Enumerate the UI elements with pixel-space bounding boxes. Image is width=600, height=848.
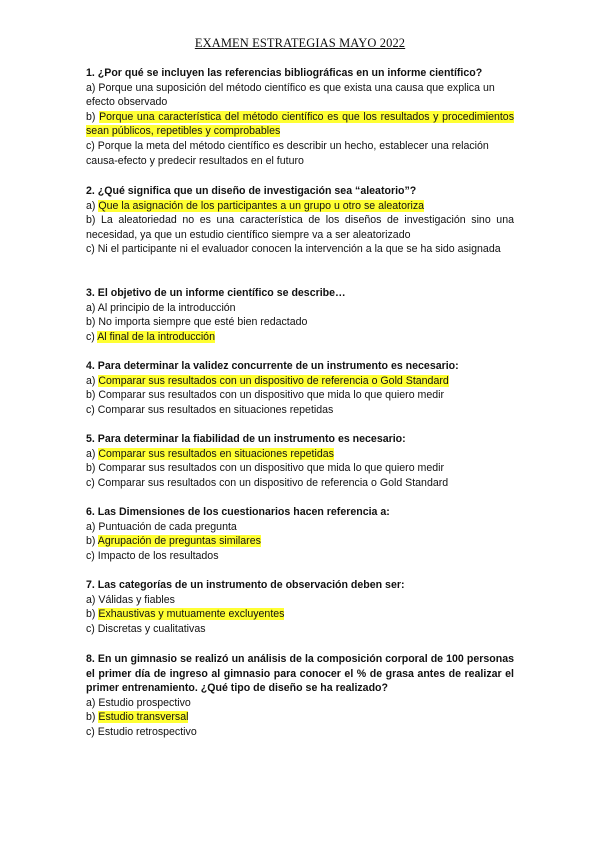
option-text: Impacto de los resultados: [97, 549, 219, 562]
option-letter: b): [86, 110, 100, 123]
option-text: Al principio de la introducción: [97, 301, 236, 314]
question-text: 3. El objetivo de un informe científico se describe…: [86, 287, 346, 299]
option-letter: a): [86, 447, 99, 460]
option-letter: c): [86, 476, 98, 489]
option-letter: a): [86, 593, 99, 606]
option-c: [86, 476, 514, 491]
highlighted-answer: Comparar sus resultados con un dispositivo de referencia o Gold Standard: [98, 374, 449, 387]
option-letter: b): [86, 214, 102, 227]
option-text: Estudio retrospectivo: [97, 725, 197, 738]
question-text: 1. ¿Por qué se incluyen las referencias bibliográficas en un informe científico?: [86, 67, 483, 79]
exam-title: EXAMEN ESTRATEGIAS MAYO 2022: [194, 36, 406, 50]
option-text: Comparar sus resultados con un dispositivo que mida lo que quiero medir: [98, 389, 445, 402]
option-b: [86, 461, 514, 476]
option-text: Estudio prospectivo: [98, 696, 191, 709]
option-letter: a): [86, 199, 99, 212]
option-text: Ni el participante ni el evaluador conocen la intervención a la que se ha sido asignada: [97, 243, 501, 256]
question-text: 7. Las categorías de un instrumento de observación deben ser:: [86, 579, 405, 591]
question-text: 4. Para determinar la validez concurrente de un instrumento es necesario:: [86, 360, 459, 372]
option-c: [86, 139, 514, 168]
option-letter: c): [86, 139, 98, 152]
option-a: [86, 301, 514, 316]
highlighted-answer: Exhaustivas y mutuamente excluyentes: [98, 608, 285, 621]
question-7: [86, 578, 514, 636]
option-a-correct: [86, 199, 514, 214]
highlighted-answer: Porque una característica del método científico es que los resultados y procedimientos sean públicos, repetibles y comprobables: [86, 110, 514, 138]
option-text: Puntuación de cada pregunta: [98, 520, 237, 533]
option-letter: b): [86, 608, 99, 621]
option-c: [86, 622, 514, 637]
option-letter: c): [86, 549, 98, 562]
highlighted-answer: Al final de la introducción: [97, 330, 215, 343]
option-letter: b): [86, 535, 98, 548]
highlighted-answer: Comparar sus resultados en situaciones repetidas: [98, 447, 334, 460]
question-6: [86, 505, 514, 563]
option-a: [86, 696, 514, 711]
option-a: [86, 81, 514, 110]
option-b: [86, 213, 514, 242]
option-letter: a): [86, 81, 99, 94]
question-8: [86, 652, 514, 740]
question-text: 8. En un gimnasio se realizó un análisis de la composición corporal de 100 personas el primer día de ingreso al gimnasio para conocer el % de grasa antes de realizar el primer entrenamiento. ¿Qué tipo de diseño se ha realizado?: [86, 653, 514, 695]
question-4: [86, 359, 514, 417]
highlighted-answer: Estudio transversal: [98, 711, 189, 724]
highlighted-answer: Agrupación de preguntas similares: [97, 535, 261, 548]
option-b: [86, 315, 514, 330]
option-letter: c): [86, 403, 98, 416]
option-letter: a): [86, 520, 99, 533]
question-text: 2. ¿Qué significa que un diseño de investigación sea “aleatorio”?: [86, 185, 417, 197]
option-b-correct: [86, 607, 514, 622]
option-b: [86, 388, 514, 403]
option-letter: a): [86, 696, 99, 709]
option-b-correct: [86, 534, 514, 549]
option-letter: b): [86, 316, 99, 329]
option-letter: a): [86, 301, 98, 314]
option-letter: c): [86, 330, 98, 343]
question-3: [86, 286, 514, 344]
option-letter: b): [86, 462, 99, 475]
option-c: [86, 725, 514, 740]
option-text: No importa siempre que esté bien redactado: [98, 316, 308, 329]
option-c: [86, 549, 514, 564]
option-letter: c): [86, 243, 98, 256]
option-text: Comparar sus resultados con un dispositivo que mida lo que quiero medir: [98, 462, 445, 475]
question-text: 5. Para determinar la fiabilidad de un instrumento es necesario:: [86, 433, 406, 445]
option-text: Porque una suposición del método científico es que exista una causa que explica un efecto observado: [86, 81, 495, 109]
option-text: Comparar sus resultados con un dispositivo de referencia o Gold Standard: [97, 476, 449, 489]
option-a: [86, 520, 514, 535]
option-text: Discretas y cualitativas: [97, 622, 206, 635]
option-text: Válidas y fiables: [98, 593, 175, 606]
question-text: 6. Las Dimensiones de los cuestionarios hacen referencia a:: [86, 506, 390, 518]
option-letter: a): [86, 374, 99, 387]
option-letter: c): [86, 725, 98, 738]
option-text: Comparar sus resultados en situaciones repetidas: [97, 403, 334, 416]
option-a-correct: [86, 374, 514, 389]
option-text: La aleatoriedad no es una característica de los diseños de investigación sino una necesidad, ya que un estudio científico siempre va a ser aleatorizado: [86, 214, 514, 241]
option-a: [86, 593, 514, 608]
option-text: Porque la meta del método científico es describir un hecho, establecer una relación causa-efecto y predecir resultados en el futuro: [86, 139, 489, 167]
question-1: [86, 66, 514, 168]
highlighted-answer: Que la asignación de los participantes a un grupo u otro se aleatoriza: [98, 199, 425, 212]
option-c-correct: [86, 330, 514, 345]
option-b-correct: [86, 110, 514, 139]
option-letter: b): [86, 389, 99, 402]
question-5: [86, 432, 514, 490]
option-letter: b): [86, 711, 99, 724]
option-b-correct: [86, 710, 514, 725]
option-c: [86, 403, 514, 418]
option-letter: c): [86, 622, 98, 635]
option-c: [86, 242, 514, 257]
question-2: [86, 184, 514, 257]
option-a-correct: [86, 447, 514, 462]
